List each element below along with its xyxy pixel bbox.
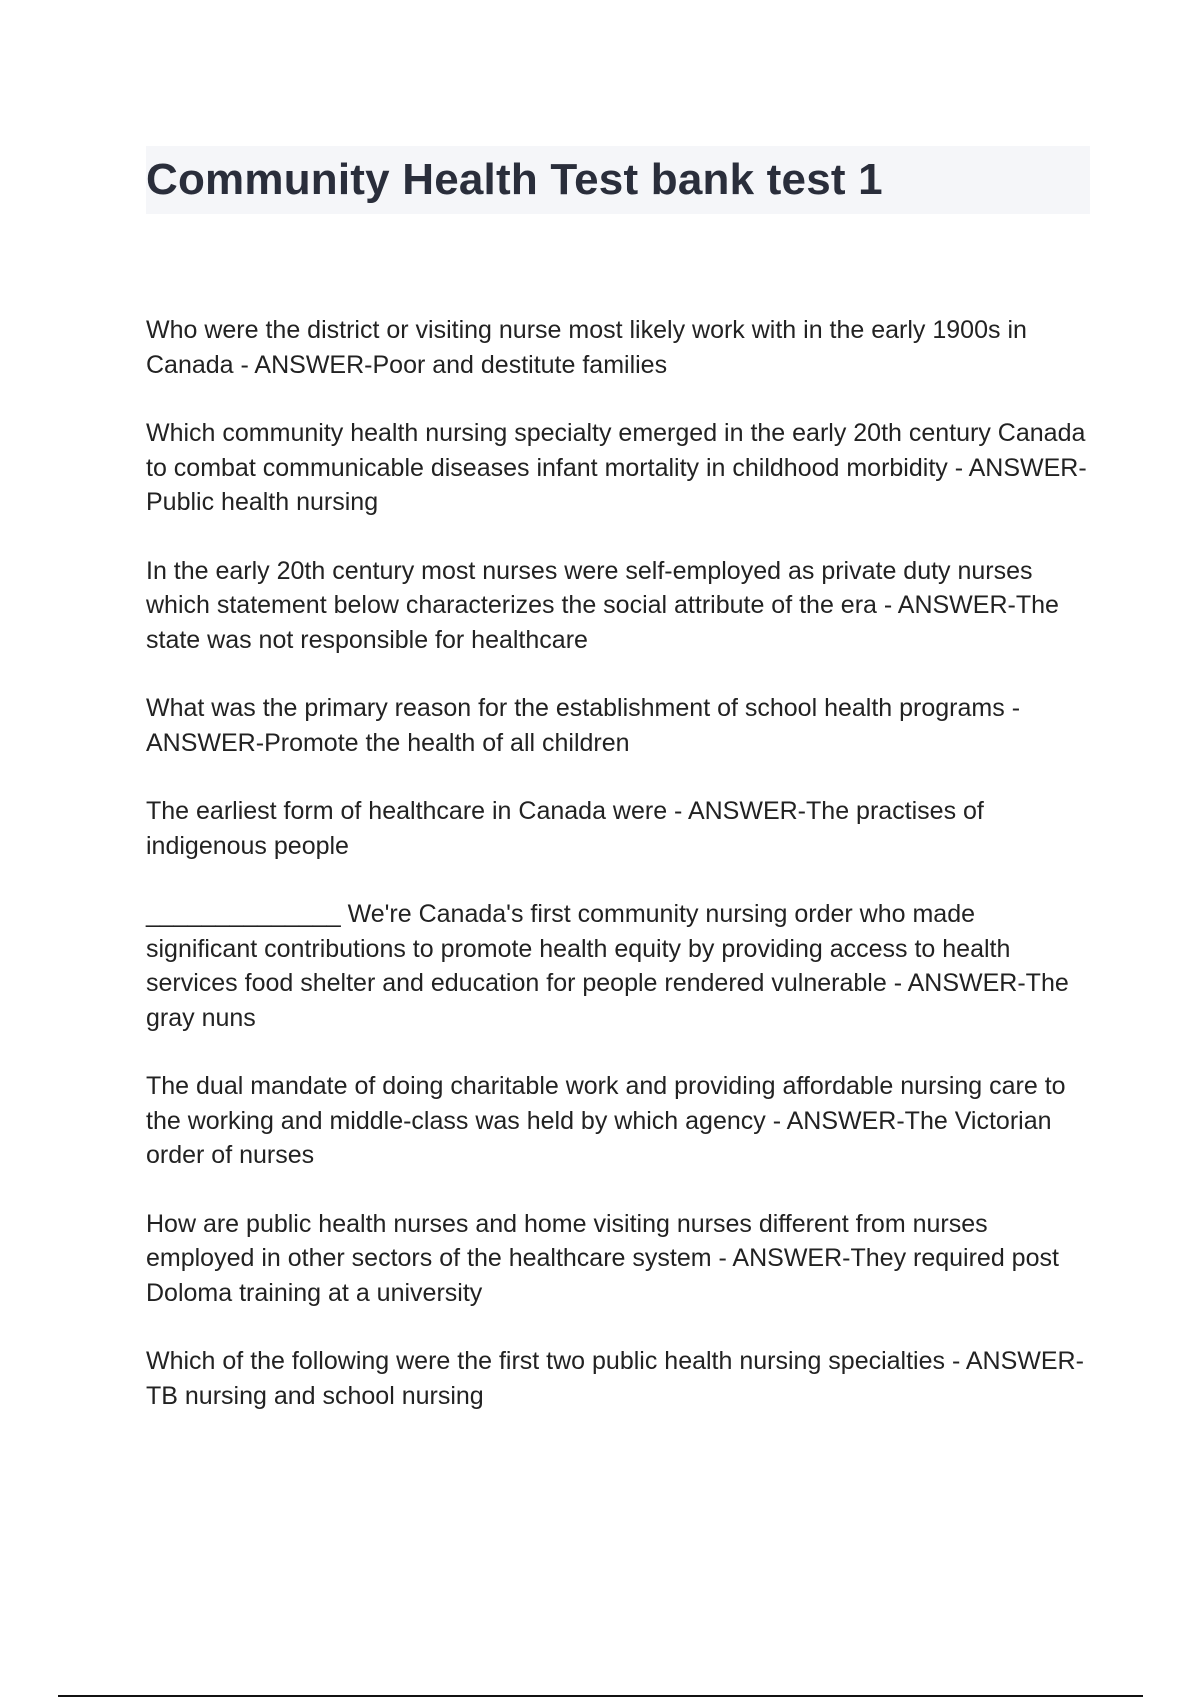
answer-text: The state was not responsible for healthcare [146,591,1059,654]
answer-separator: - ANSWER- [146,694,1021,757]
question-text: Who were the district or visiting nurse most likely work with in the early 1900s in Canada [146,316,1027,379]
question-answer-item [146,554,1090,658]
question-text: Which community health nursing specialty emerged in the early 20th century Canada to combat communicable diseases infant mortality in childhood morbidity [146,419,1086,482]
answer-text: They required post Doloma training at a university [146,1244,1059,1307]
question-text: What was the primary reason for the establishment of school health programs [146,694,1005,722]
answer-text: The gray nuns [146,969,1069,1032]
question-answer-item [146,691,1090,760]
answer-text: Public health nursing [146,488,379,516]
question-answer-list [146,313,1090,1413]
answer-separator: - ANSWER- [886,969,1026,997]
answer-separator: - ANSWER- [711,1244,851,1272]
answer-separator: - ANSWER- [947,453,1087,482]
answer-separator: - ANSWER- [876,591,1016,619]
answer-text: TB nursing and school nursing [146,1381,484,1410]
document-title: Community Health Test bank test 1 [146,155,883,204]
answer-separator: - ANSWER- [765,1106,905,1135]
answer-text: Poor and destitute families [372,350,668,379]
question-text: ______________ We're Canada's first community nursing order who made significant contributions to promote health equity by providing access to health services food shelter and education for people rendered vulnerable [146,900,1011,997]
page-bottom-divider [58,1695,1143,1697]
question-text: The dual mandate of doing charitable work and providing affordable nursing care to the working and middle-class was held by which agency [146,1072,1066,1135]
answer-text: The Victorian order of nurses [146,1106,1052,1169]
question-answer-item [146,416,1090,520]
title-band [146,146,1090,214]
question-text: How are public health nurses and home visiting nurses different from nurses employed in other sectors of the healthcare system [146,1209,988,1272]
answer-separator: - ANSWER- [233,350,373,379]
question-answer-item [146,794,1090,863]
question-text: The earliest form of healthcare in Canada were [146,797,668,825]
question-text: Which of the following were the first two public health nursing specialties [146,1347,946,1375]
answer-separator: - ANSWER- [667,797,807,825]
answer-text: Promote the health of all children [264,728,630,757]
answer-separator: - ANSWER- [945,1347,1084,1375]
question-answer-item [146,1207,1090,1311]
question-text: In the early 20th century most nurses were self-employed as private duty nurses which statement below characterizes the social attribute of the era [146,556,1033,619]
question-answer-item [146,897,1090,1035]
answer-text: The practises of indigenous people [146,797,984,860]
question-answer-item [146,1069,1090,1173]
question-answer-item [146,313,1090,382]
question-answer-item [146,1344,1090,1413]
